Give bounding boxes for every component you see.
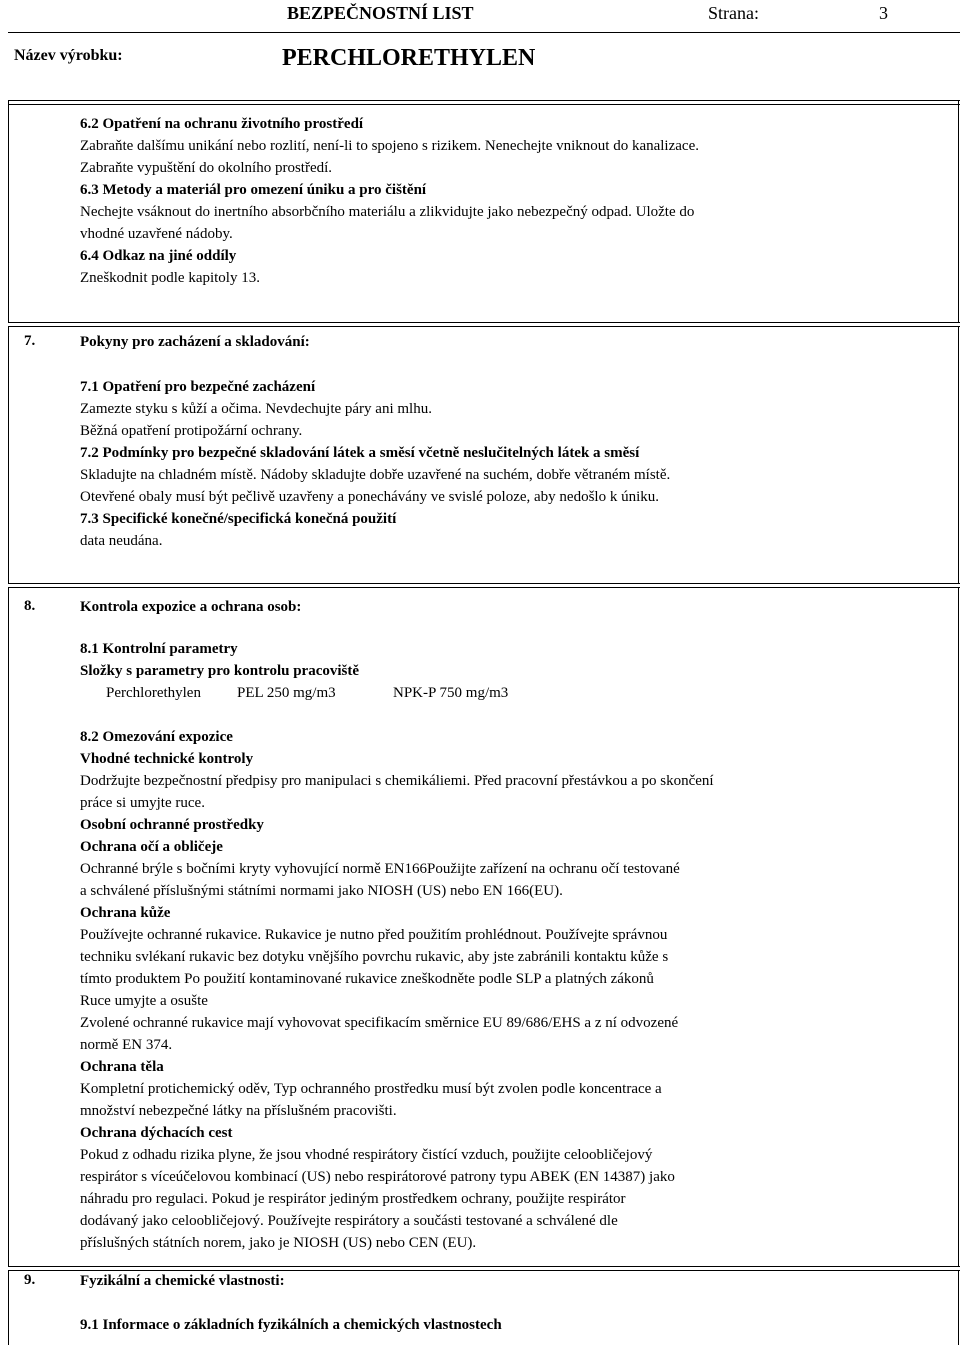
text-6-2-b: Zabraňte vypuštění do okolního prostředí. — [80, 160, 333, 176]
box-border-left — [8, 100, 9, 323]
npk-value: NPK-P 750 mg/m3 — [393, 685, 509, 701]
section-9-title: Fyzikální a chemické vlastnosti: — [80, 1273, 285, 1289]
heading-ppe: Osobní ochranné prostředky — [80, 817, 264, 833]
heading-8-2: 8.2 Omezování expozice — [80, 729, 233, 745]
document-title: BEZPEČNOSTNÍ LIST — [287, 3, 474, 23]
heading-respiratory: Ochrana dýchacích cest — [80, 1125, 233, 1141]
heading-eye: Ochrana očí a obličeje — [80, 839, 223, 855]
pel-value: PEL 250 mg/m3 — [237, 685, 336, 701]
text-skin-1: Používejte ochranné rukavice. Rukavice je nutno před použitím prohlédnout. Používejte správnou — [80, 927, 668, 943]
box2-border-left — [8, 326, 9, 584]
text-6-2-a: Zabraňte dalšímu unikání nebo rozlití, není-li to spojeno s rizikem. Nenechejte vniknout do kanalizace. — [80, 138, 699, 154]
text-tech-1: Dodržujte bezpečnostní předpisy pro manipulaci s chemikáliemi. Před pracovní přestávkou a po skončení — [80, 773, 714, 789]
page-number: 3 — [879, 3, 888, 23]
text-7-1-a: Zamezte styku s kůží a očima. Nevdechujte páry ani mlhu. — [80, 401, 432, 417]
text-eye-1: Ochranné brýle s bočními kryty vyhovující normě EN166Použijte zařízení na ochranu očí testované — [80, 861, 680, 877]
text-skin-4: Ruce umyjte a osušte — [80, 993, 208, 1009]
text-7-1-b: Běžná opatření protipožární ochrany. — [80, 423, 303, 439]
heading-8-1: 8.1 Kontrolní parametry — [80, 641, 238, 657]
text-6-3-b: vhodné uzavřené nádoby. — [80, 226, 233, 242]
section-7-number: 7. — [24, 333, 36, 349]
heading-7-3: 7.3 Specifické konečné/specifická konečná použití — [80, 511, 397, 527]
product-name: PERCHLORETHYLEN — [282, 45, 536, 71]
text-7-3: data neudána. — [80, 533, 163, 549]
box2-border-bottom — [8, 583, 960, 584]
heading-6-3: 6.3 Metody a materiál pro omezení úniku a pro čištění — [80, 182, 427, 198]
box-border-top — [8, 100, 960, 101]
section-7-title: Pokyny pro zacházení a skladování: — [80, 334, 310, 350]
box-border-right — [958, 100, 959, 323]
text-skin-5: Zvolené ochranné rukavice mají vyhovovat specifikacím směrnice EU 89/686/EHS a z ní odvozené — [80, 1015, 679, 1031]
text-resp-5: příslušných státních norem, jako je NIOSH (US) nebo CEN (EU). — [80, 1235, 477, 1251]
box3-border-top — [8, 587, 960, 588]
text-tech-2: práce si umyjte ruce. — [80, 795, 205, 811]
substance-name: Perchlorethylen — [106, 685, 201, 701]
text-6-3-a: Nechejte vsáknout do inertního absorbčního materiálu a zlikvidujte jako nebezpečný odpad. Uložte do — [80, 204, 695, 220]
box3-border-right — [958, 587, 959, 1267]
text-resp-1: Pokud z odhadu rizika plyne, že jsou vhodné respirátory čistící vzduch, použijte celoobličejový — [80, 1147, 653, 1163]
heading-7-2: 7.2 Podmínky pro bezpečné skladování látek a směsí včetně neslučitelných látek a směsí — [80, 445, 640, 461]
heading-tech-controls: Vhodné technické kontroly — [80, 751, 254, 767]
box2-border-right — [958, 326, 959, 584]
text-6-4: Zneškodnit podle kapitoly 13. — [80, 270, 260, 286]
heading-6-4: 6.4 Odkaz na jiné oddíly — [80, 248, 237, 264]
text-7-2-a: Skladujte na chladném místě. Nádoby skladujte dobře uzavřené na suchém, dobře větraném místě. — [80, 467, 671, 483]
text-eye-2: a schválené příslušnými státními normami jako NIOSH (US) nebo EN 166(EU). — [80, 883, 563, 899]
section-8-title: Kontrola expozice a ochrana osob: — [80, 599, 302, 615]
page-label: Strana: — [708, 3, 759, 23]
section-8-number: 8. — [24, 598, 36, 614]
text-resp-3: náhradu pro regulaci. Pokud je respirátor jediným prostředkem ochrany, použijte respirátor — [80, 1191, 626, 1207]
header-divider — [8, 32, 960, 33]
text-7-2-b: Otevřené obaly musí být pečlivě uzavřeny a ponechávány ve svislé poloze, aby nedošlo k úniku. — [80, 489, 659, 505]
text-resp-2: respirátor s víceúčelovou kombinací (US) nebo respirátorové patrony typu ABEK (EN 14387) jako — [80, 1169, 675, 1185]
box3-border-left — [8, 587, 9, 1267]
heading-6-2: 6.2 Opatření na ochranu životního prostředí — [80, 116, 364, 132]
text-skin-3: tímto produktem Po použití kontaminované rukavice zneškodněte podle SLP a platných zákonů — [80, 971, 654, 987]
heading-9-1: 9.1 Informace o základních fyzikálních a chemických vlastnostech — [80, 1317, 502, 1333]
heading-body: Ochrana těla — [80, 1059, 164, 1075]
box-border-top-inner — [8, 104, 960, 105]
box4-border-right — [958, 1270, 959, 1345]
heading-8-1-b: Složky s parametry pro kontrolu pracoviště — [80, 663, 360, 679]
box-border-bottom — [8, 322, 960, 323]
box4-border-left — [8, 1270, 9, 1345]
text-body-1: Kompletní protichemický oděv, Typ ochranného prostředku musí být zvolen podle koncentrace a — [80, 1081, 662, 1097]
text-skin-2: techniku svlékaní rukavic bez dotyku vnějšího povrchu rukavic, aby jste zabránili kontaktu kůže s — [80, 949, 669, 965]
box3-border-bottom — [8, 1266, 960, 1267]
section-9-number: 9. — [24, 1272, 36, 1288]
heading-7-1: 7.1 Opatření pro bezpečné zacházení — [80, 379, 316, 395]
product-label: Název výrobku: — [14, 47, 123, 64]
box2-border-top — [8, 326, 960, 327]
text-skin-6: normě EN 374. — [80, 1037, 173, 1053]
heading-skin: Ochrana kůže — [80, 905, 171, 921]
text-resp-4: dodávaný jako celoobličejový. Používejte respirátory a součásti testované a schválené dle — [80, 1213, 618, 1229]
text-body-2: množství nebezpečné látky na příslušném pracovišti. — [80, 1103, 397, 1119]
